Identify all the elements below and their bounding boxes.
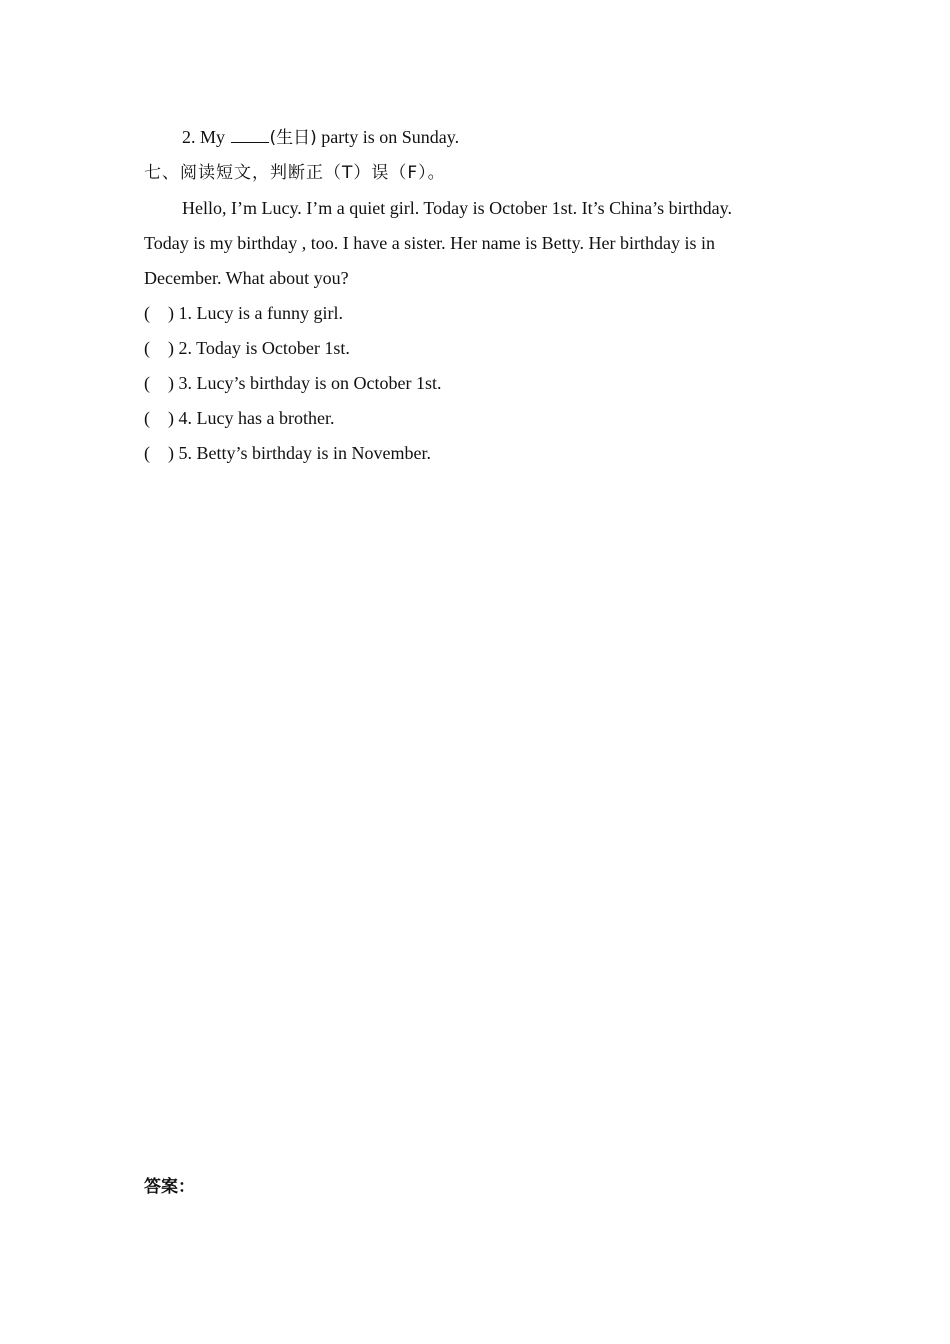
answer-paren-close: ) (168, 443, 174, 463)
answer-paren-close: ) (168, 303, 174, 323)
fill-blank-number: 2. My (182, 127, 230, 147)
passage-line-3: December. What about you? (144, 268, 349, 288)
answer-label: 答案： (144, 1177, 195, 1197)
fill-blank-hint: (生日) (269, 128, 317, 148)
answer-paren-close: ) (168, 373, 174, 393)
passage-line-1: Hello, I’m Lucy. I’m a quiet girl. Today is October 1st. It’s China’s birthday. (182, 198, 732, 218)
answer-paren-open[interactable]: ( (144, 443, 150, 463)
true-false-question-4 (144, 406, 804, 430)
true-false-question-2 (144, 336, 804, 360)
answer-paren-open[interactable]: ( (144, 373, 150, 393)
answer-paren-open[interactable]: ( (144, 303, 150, 323)
answer-paren-open[interactable]: ( (144, 408, 150, 428)
fill-blank-question-2 (182, 125, 842, 150)
question-text: 1. Lucy is a funny girl. (178, 303, 343, 323)
question-text: 5. Betty’s birthday is in November. (178, 443, 431, 463)
question-text: 3. Lucy’s birthday is on October 1st. (178, 373, 442, 393)
true-false-question-1 (144, 301, 804, 325)
question-text: 2. Today is October 1st. (178, 338, 350, 358)
section-seven-heading: 七、阅读短文，判断正（T）误（F）。 (144, 163, 446, 183)
true-false-question-5 (144, 441, 804, 465)
true-false-question-3 (144, 371, 804, 395)
answer-paren-close: ) (168, 408, 174, 428)
answer-paren-open[interactable]: ( (144, 338, 150, 358)
answer-blank[interactable] (231, 126, 269, 143)
passage-line-2: Today is my birthday , too. I have a sister. Her name is Betty. Her birthday is in (144, 233, 715, 253)
fill-blank-rest: party is on Sunday. (316, 127, 460, 147)
answer-paren-close: ) (168, 338, 174, 358)
question-text: 4. Lucy has a brother. (178, 408, 335, 428)
